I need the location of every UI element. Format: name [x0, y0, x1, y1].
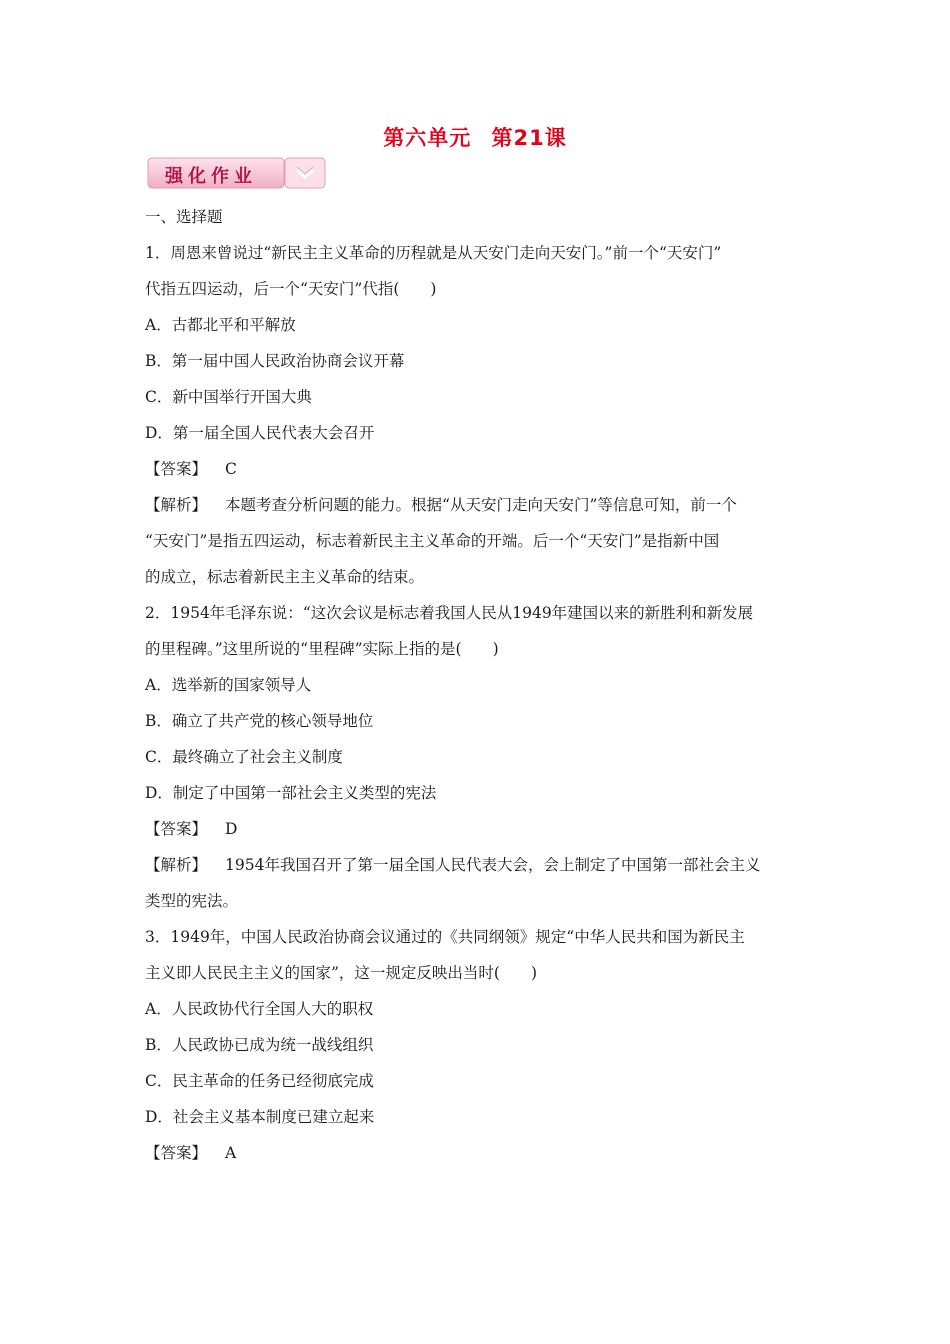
option-d: D．制定了中国第一部社会主义类型的宪法 — [145, 784, 437, 802]
analysis-text: 本题考查分析问题的能力。根据“从天安门走向天安门”等信息可知，前一个 — [225, 496, 737, 514]
answer-line — [145, 811, 810, 847]
question-stem-line: 主义即人民民主主义的国家”，这一规定反映出当时( ) — [145, 964, 538, 982]
question-1 — [145, 235, 810, 595]
question-list — [145, 199, 810, 1171]
option-c: C．新中国举行开国大典 — [145, 388, 312, 406]
question-2 — [145, 595, 810, 919]
answer-line — [145, 1135, 810, 1171]
question-stem-line: 3．1949年，中国人民政治协商会议通过的《共同纲领》规定“中华人民共和国为新民主 — [145, 928, 745, 946]
answer-label: 【答案】 — [145, 1144, 208, 1162]
analysis-label: 【解析】 — [145, 496, 208, 514]
badge-label: 强化作业 — [165, 166, 257, 187]
analysis-line — [145, 487, 810, 523]
option-a: A．古都北平和平解放 — [145, 316, 296, 334]
analysis-line — [145, 847, 810, 883]
option-d: D．社会主义基本制度已建立起来 — [145, 1108, 375, 1126]
option-b: B．人民政协已成为统一战线组织 — [145, 1036, 374, 1054]
analysis-label: 【解析】 — [145, 856, 208, 874]
option-b: B．确立了共产党的核心领导地位 — [145, 712, 374, 730]
question-stem-line: 代指五四运动，后一个“天安门”代指( ) — [145, 280, 437, 298]
option-c: C．民主革命的任务已经彻底完成 — [145, 1072, 374, 1090]
answer-label: 【答案】 — [145, 460, 208, 478]
answer-value: D — [225, 820, 238, 838]
option-d: D．第一届全国人民代表大会召开 — [145, 424, 375, 442]
section-heading: 一、选择题 — [145, 208, 223, 226]
answer-value: C — [225, 460, 237, 478]
answer-value: A — [225, 1144, 237, 1162]
option-a: A．选举新的国家领导人 — [145, 676, 312, 694]
question-stem-line: 1．周恩来曾说过“新民主主义革命的历程就是从天安门走向天安门。”前一个“天安门” — [145, 244, 722, 262]
option-a: A．人民政协代行全国人大的职权 — [145, 1000, 374, 1018]
analysis-text: 1954年我国召开了第一届全国人民代表大会，会上制定了中国第一部社会主义 — [225, 856, 761, 874]
option-b: B．第一届中国人民政治协商会议开幕 — [145, 352, 405, 370]
answer-line — [145, 451, 810, 487]
analysis-text: “天安门”是指五四运动，标志着新民主主义革命的开端。后一个“天安门”是指新中国 — [145, 532, 720, 550]
homework-badge — [147, 155, 327, 191]
analysis-text: 的成立，标志着新民主主义革命的结束。 — [145, 568, 425, 586]
unit-title: 第六单元 — [383, 126, 472, 150]
option-c: C．最终确立了社会主义制度 — [145, 748, 343, 766]
page-title — [0, 122, 950, 152]
question-3 — [145, 919, 810, 1171]
question-stem-line: 2．1954年毛泽东说：“这次会议是标志着我国人民从1949年建国以来的新胜利和新发展 — [145, 604, 754, 622]
lesson-title: 第21课 — [491, 126, 567, 150]
analysis-text: 类型的宪法。 — [145, 892, 239, 910]
question-stem-line: 的里程碑。”这里所说的“里程碑”实际上指的是( ) — [145, 640, 499, 658]
answer-label: 【答案】 — [145, 820, 208, 838]
